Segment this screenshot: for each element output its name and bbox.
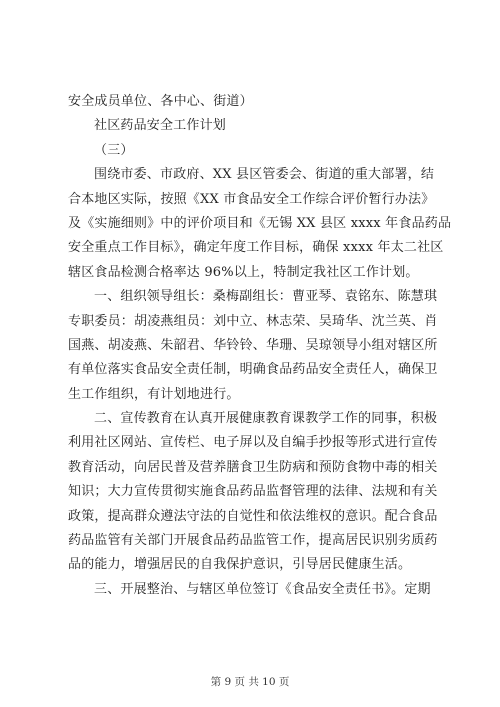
text-line: 生工作组织，有计划地进行。 [68,386,240,402]
text-line: 三、开展整治、与辖区单位签订《食品安全责任书》。定期 [94,581,431,597]
text-line: 国燕、胡凌燕、朱韶君、华铃铃、华珊、吴琼领导小组对辖区所 [68,337,438,353]
text-line: 一、组织领导组长：桑梅副组长：曹亚琴、袁铭东、陈慧琪 [94,289,438,305]
page-footer: 第 9 页 共 10 页 [210,676,290,688]
text-line: 二、宣传教育在认真开展健康教育课教学工作的同事，积极 [94,411,438,427]
text-line: 安全重点工作目标》，确定年度工作目标，确保 xxxx 年太二社区 [68,240,444,256]
text-line: 利用社区网站、宣传栏、电子屏以及自编手抄报等形式进行宣传 [68,435,438,451]
text-line: 围绕市委、市政府、XX 县区管委会、街道的重大部署，结 [94,167,435,183]
text-line: 有单位落实食品安全责任制，明确食品药品安全责任人，确保卫 [68,362,438,378]
text-line: 知识；大力宣传贯彻实施食品药品监督管理的法律、法规和有关 [68,484,438,500]
text-line: 政策，提高群众遵法守法的自觉性和依法维权的意识。配合食品 [68,508,438,524]
text-line: 药品监管有关部门开展食品药品监管工作，提高居民识别劣质药 [68,533,438,549]
text-line: 品的能力，增强居民的自我保护意识，引导居民健康生活。 [68,557,412,573]
text-line: 专职委员：胡凌燕组员：刘中立、林志荣、吴琦华、沈兰英、肖 [68,313,438,329]
text-line: 安全成员单位、各中心、街道） [68,94,253,109]
text-line: 及《实施细则》中的评价项目和《无锡 XX 县区 xxxx 年食品药品 [68,215,452,231]
text-line: 社区药品安全工作计划 [94,118,227,134]
text-line: 教育活动，向居民普及营养膳食卫生防病和预防食物中毒的相关 [68,459,438,475]
text-line: 合本地区实际，按照《XX 市食品安全工作综合评价暂行办法》 [68,191,435,207]
text-line: （三） [94,142,134,158]
text-line: 辖区食品检测合格率达 96%以上，特制定我社区工作计划。 [68,264,419,280]
document-body [68,90,452,602]
